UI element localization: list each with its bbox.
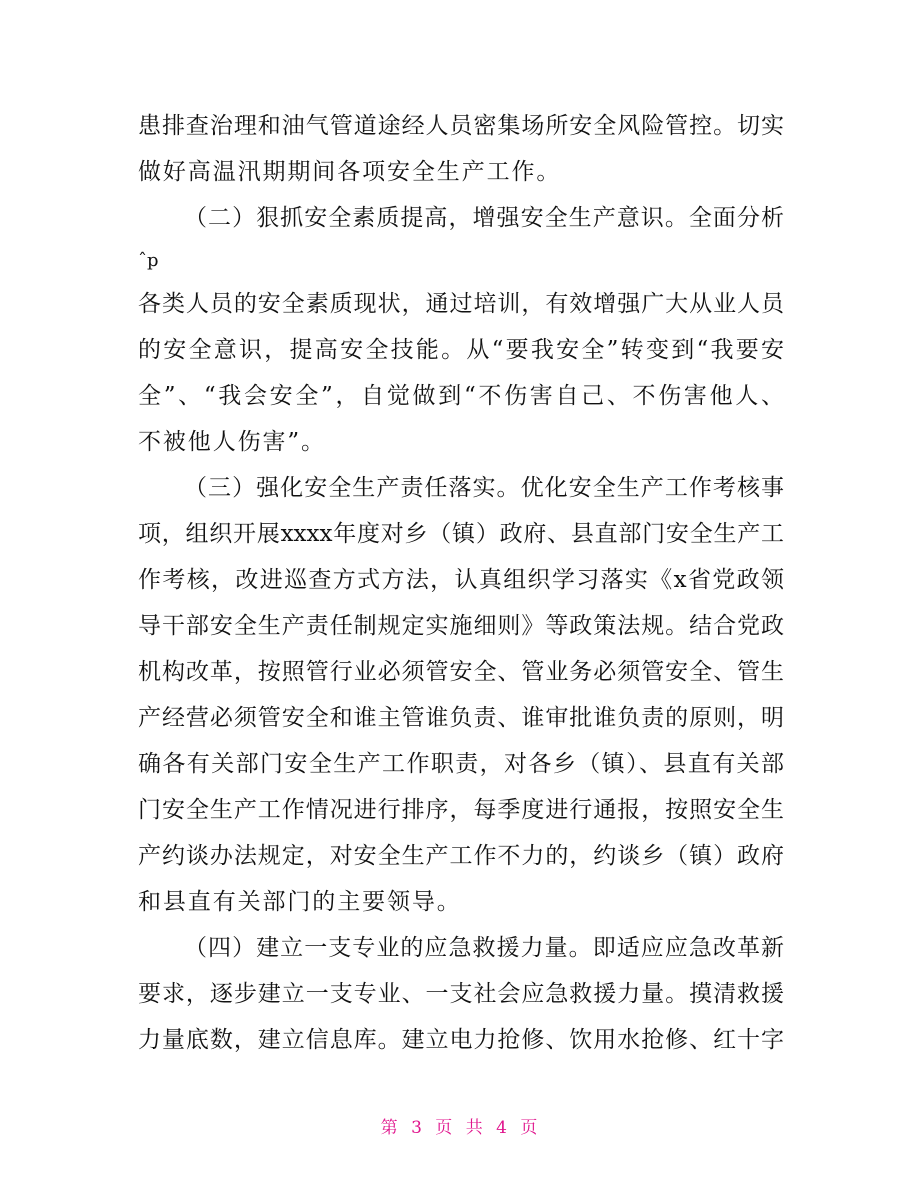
document-body <box>138 103 784 1063</box>
text-line: 确各有关部门安全生产工作职责，对各乡（镇）、县直有关部 <box>138 751 784 777</box>
text-line: 项，组织开展xxxx年度对乡（镇）政府、县直部门安全生产工 <box>138 521 784 547</box>
page-number-footer: 第 3 页 共 4 页 <box>380 1118 540 1138</box>
text-line: 做好高温汛期期间各项安全生产工作。 <box>138 159 562 185</box>
text-line: 导干部安全生产责任制规定实施细则》等政策法规。结合党政 <box>138 613 784 639</box>
section-heading-line: （三）强化安全生产责任落实。优化安全生产工作考核事 <box>184 475 784 501</box>
section-heading-line: （四）建立一支专业的应急救援力量。即适应应急改革新 <box>184 935 784 961</box>
text-line: 作考核，改进巡查方式方法，认真组织学习落实《x省党政领 <box>138 567 784 593</box>
text-line: 要求，逐步建立一支专业、一支社会应急救援力量。摸清救援 <box>138 981 784 1007</box>
section-heading-line: （二）狠抓安全素质提高，增强安全生产意识。全面分析 <box>184 205 784 231</box>
text-line: 门安全生产工作情况进行排序，每季度进行通报，按照安全生 <box>138 797 784 823</box>
text-line: 产约谈办法规定，对安全生产工作不力的，约谈乡（镇）政府 <box>138 843 784 869</box>
text-line: 的安全意识，提高安全技能。从“要我安全”转变到“我要安 <box>138 337 784 363</box>
text-line: 产经营必须管安全和谁主管谁负责、谁审批谁负责的原则，明 <box>138 705 784 731</box>
text-line: 机构改革，按照管行业必须管安全、管业务必须管安全、管生 <box>138 659 784 685</box>
text-line: 全”、“我会安全”，自觉做到“不伤害自己、不伤害他人、 <box>138 383 784 409</box>
text-line: 和县直有关部门的主要领导。 <box>138 889 462 915</box>
stray-text-line: ˆp <box>138 250 159 271</box>
text-line: 不被他人伤害”。 <box>138 429 326 455</box>
text-line: 各类人员的安全素质现状，通过培训，有效增强广大从业人员 <box>138 291 784 317</box>
text-line: 患排查治理和油气管道途经人员密集场所安全风险管控。切实 <box>138 113 784 139</box>
text-line: 力量底数，建立信息库。建立电力抢修、饮用水抢修、红十字 <box>138 1027 784 1053</box>
